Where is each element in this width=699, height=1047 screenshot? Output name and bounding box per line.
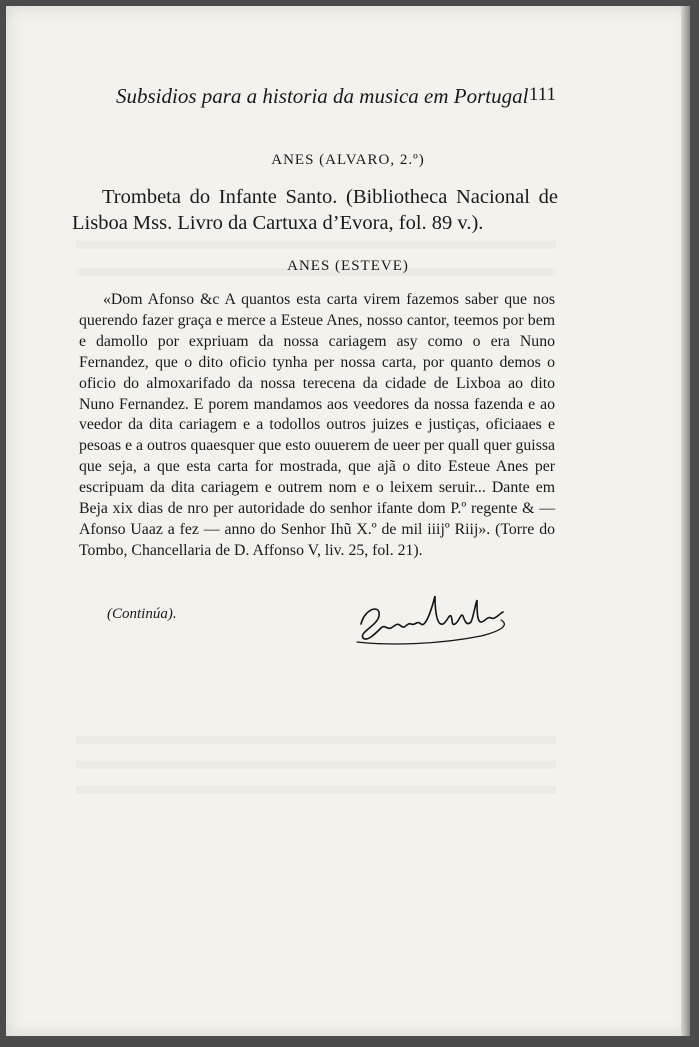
entry-text-alvaro: Trombeta do Infante Santo. (Bibliotheca Nacional de Lisboa Mss. Livro da Cartuxa d’Evora, fol. 89 v.). <box>72 186 558 234</box>
bleed-through-line <box>76 761 556 769</box>
bleed-through-line <box>76 241 556 249</box>
entry-heading-alvaro: ANES (ALVARO, 2.º) <box>271 152 425 168</box>
book-page <box>6 6 690 1036</box>
entry-heading-esteve: ANES (ESTEVE) <box>287 258 409 274</box>
continua-note: (Continúa). <box>107 606 177 622</box>
running-title: Subsidios para a historia da musica em Portugal <box>116 84 529 108</box>
entry-body-alvaro <box>72 184 558 236</box>
bleed-through-line <box>76 736 556 744</box>
entry-text-esteve: «Dom Afonso &c A quantos esta carta virem fazemos saber que nos querendo fazer graça e merce a Esteue Anes, nosso cantor, teemos por bem e damollo por expriuam da nossa cariagem asy como o era Nuno Fernandez, que o dito oficio tynha per nossa carta, por quanto demos o oficio do almoxarifado da nossa terecena da cidade de Lixboa ao dito Nuno Fernandez. E porem mandamos aos veedores da nossa fazenda e ao veedor da dita cariagem e a todollos outros juizes e justiças, oficiaaes e pesoas e a outros quaesquer que esto ouuerem de ueer per quall quer guissa que seja, a que esta carta for mostrada, que ajã o dito Esteue Anes per escripuam da dita cariagem e outrem nom e o leixem seruir... Dante em Beja xix dias de nro per autoridade do senhor ifante dom P.º regente & — Afonso Uaaz a fez — anno do Senhor Ihũ X.º de mil iiijº Riij». (Torre do Tombo, Chancellaria de D. Affonso V, liv. 25, fol. 21). <box>79 291 555 559</box>
entry-body-esteve <box>79 290 555 562</box>
page-number: 111 <box>528 84 556 105</box>
bleed-through-line <box>76 786 556 794</box>
handwritten-signature <box>351 586 521 666</box>
running-header <box>116 84 556 109</box>
